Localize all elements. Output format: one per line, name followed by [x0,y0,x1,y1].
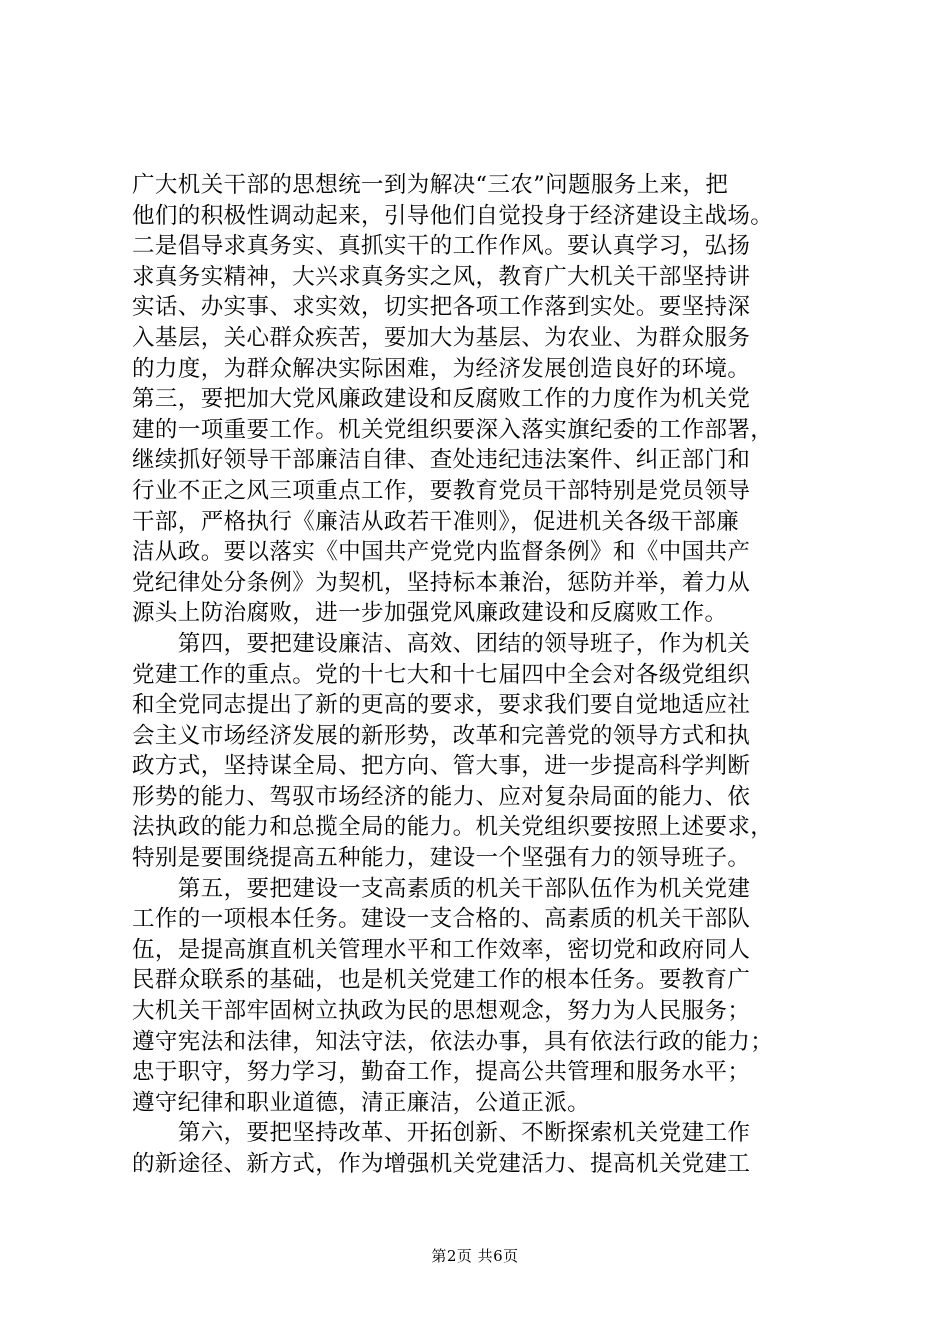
text-line: 民群众联系的基础，也是机关党建工作的根本任务。要教育广 [132,967,751,994]
text-line: 遵守纪律和职业道德，清正廉洁，公道正派。 [132,1089,591,1116]
text-line: 工作的一项根本任务。建设一支合格的、高素质的机关干部队 [132,906,751,933]
text-line: 形势的能力、驾驭市场经济的能力、应对复杂局面的能力、依 [132,783,751,810]
text-line: 二是倡导求真务实、真抓实干的工作作风。要认真学习，弘扬 [132,233,751,260]
text-line: 政方式，坚持谋全局、把方向、管大事，进一步提高科学判断 [132,753,751,780]
text-line: 源头上防治腐败，进一步加强党风廉政建设和反腐败工作。 [132,600,728,627]
text-line: 实话、办实事、求实效，切实把各项工作落到实处。要坚持深 [132,294,751,321]
text-line: 行业不正之风三项重点工作，要教育党员干部特别是党员领导 [132,477,751,504]
text-line: 广大机关干部的思想统一到为解决“三农”问题服务上来，把 [132,172,729,198]
text-line: 特别是要围绕提高五种能力，建设一个坚强有力的领导班子。 [132,845,751,872]
text-line: 求真务实精神，大兴求真务实之风，教育广大机关干部坚持讲 [132,263,751,290]
text-line: 干部，严格执行《廉洁从政若干准则》，促进机关各级干部廉 [132,508,740,535]
text-line: 继续抓好领导干部廉洁自律、查处违纪违法案件、纠正部门和 [132,447,751,474]
text-line: 伍，是提高旗直机关管理水平和工作效率，密切党和政府同人 [132,936,751,963]
text-line: 会主义市场经济发展的新形势，改革和完善党的领导方式和执 [132,722,751,749]
text-line: 忠于职守，努力学习，勤奋工作，提高公共管理和服务水平； [132,1059,751,1086]
text-line: 大机关干部牢固树立执政为民的思想观念，努力为人民服务； [132,998,751,1025]
text-line: 建的一项重要工作。机关党组织要深入落实旗纪委的工作部署， [132,416,774,443]
text-line: 他们的积极性调动起来，引导他们自觉投身于经济建设主战场。 [132,202,774,229]
text-line: 第六，要把坚持改革、开拓创新、不断探索机关党建工作 [132,1120,751,1147]
text-line: 的力度，为群众解决实际困难，为经济发展创造良好的环境。 [132,355,751,382]
text-line: 的新途径、新方式，作为增强机关党建活力、提高机关党建工 [132,1151,751,1177]
text-line: 入基层，关心群众疾苦，要加大为基层、为农业、为群众服务 [132,324,751,351]
text-line: 和全党同志提出了新的更高的要求，要求我们要自觉地适应社 [132,692,751,719]
text-line: 遵守宪法和法律，知法守法，依法办事，具有依法行政的能力； [132,1028,774,1055]
text-line: 洁从政。要以落实《中国共产党党内监督条例》和《中国共产 [132,539,751,566]
body-text [132,170,832,1180]
text-line: 第三，要把加大党风廉政建设和反腐败工作的力度作为机关党 [132,386,751,413]
page-footer: 第2页 共6页 [431,1247,519,1265]
text-line: 党建工作的重点。党的十七大和十七届四中全会对各级党组织 [132,661,751,688]
text-line: 第四，要把建设廉洁、高效、团结的领导班子，作为机关 [132,630,751,657]
text-line: 第五，要把建设一支高素质的机关干部队伍作为机关党建 [132,875,751,902]
text-line: 党纪律处分条例》为契机，坚持标本兼治，惩防并举，着力从 [132,569,751,596]
text-line: 法执政的能力和总揽全局的能力。机关党组织要按照上述要求， [132,814,774,841]
